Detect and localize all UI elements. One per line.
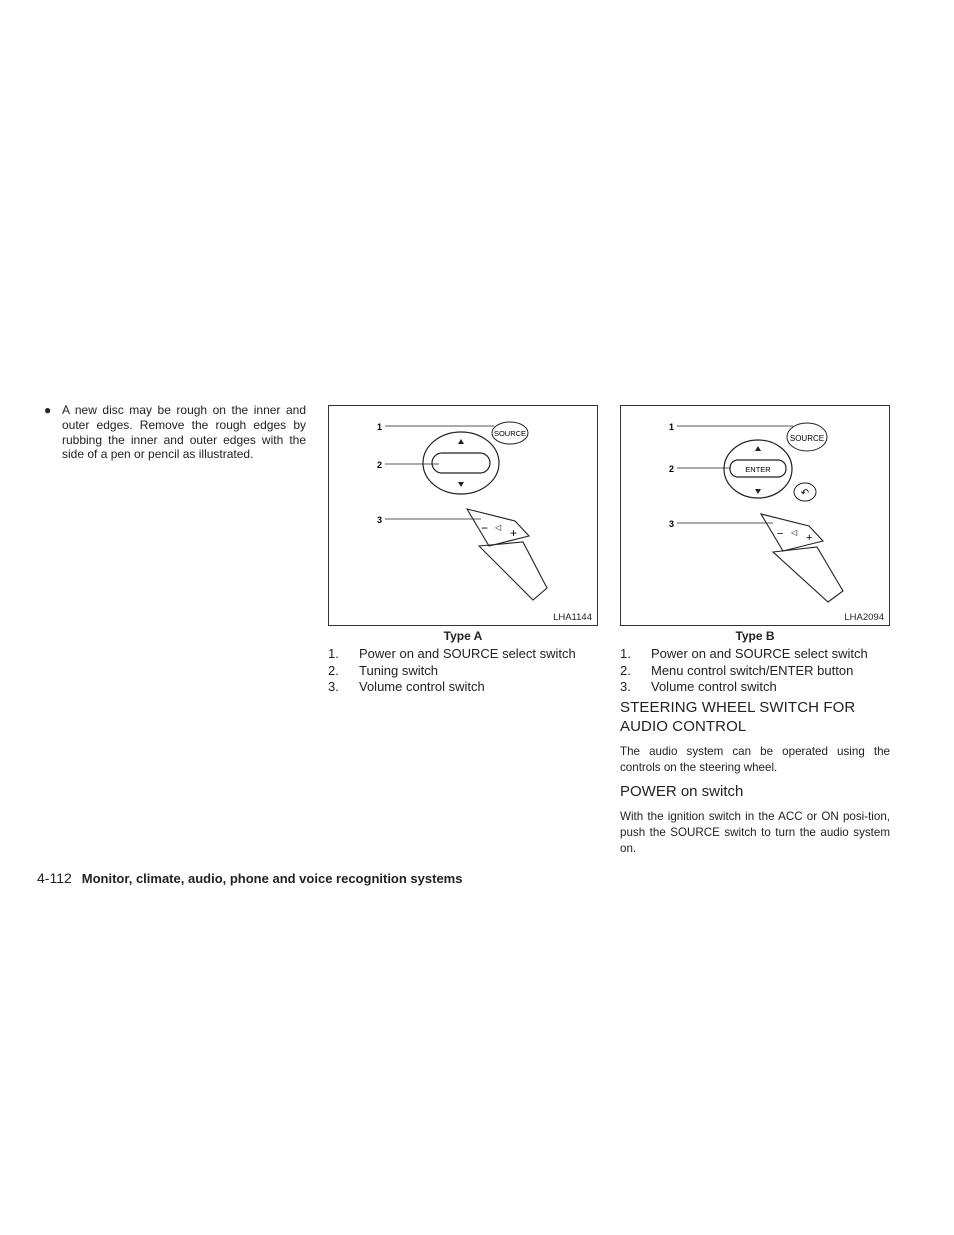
source-label: SOURCE xyxy=(493,429,527,438)
list-item: 3. Volume control switch xyxy=(620,679,777,694)
enter-label: ENTER xyxy=(745,465,771,474)
page-number: 4-112 xyxy=(37,870,72,886)
list-item: 2. Menu control switch/ENTER button xyxy=(620,662,854,678)
callout-2: 2 xyxy=(669,464,675,474)
bullet-text: A new disc may be rough on the inner and outer edges. Remove the rough edges by rubbing the inner and outer edges with the side of a pen or pencil as illustrated. xyxy=(62,403,306,462)
svg-text:+: + xyxy=(510,526,518,540)
figure-code: LHA2094 xyxy=(844,612,884,623)
svg-text:+: + xyxy=(806,532,813,544)
source-label: SOURCE xyxy=(789,434,825,443)
figure-caption-b: Type B xyxy=(735,629,775,643)
section-heading: STEERING WHEEL SWITCH FOR AUDIO CONTROL xyxy=(620,699,856,735)
list-item: 3. Volume control switch xyxy=(328,679,485,694)
chapter-title: Monitor, climate, audio, phone and voice recognition systems xyxy=(81,871,463,886)
bullet-note xyxy=(44,403,306,462)
subsection-body: With the ignition switch in the ACC or ON posi-tion, push the SOURCE switch to turn the audio system on. xyxy=(620,810,890,855)
svg-text:◁: ◁ xyxy=(495,523,502,532)
svg-text:−: − xyxy=(481,521,489,535)
back-arrow-icon: ↶ xyxy=(800,488,810,499)
figure-a-legend-list xyxy=(328,646,608,696)
svg-text:−: − xyxy=(777,528,784,540)
callout-3: 3 xyxy=(669,519,675,529)
bullet-dot-icon: ● xyxy=(44,403,52,417)
figure-type-a xyxy=(328,405,598,626)
callout-3: 3 xyxy=(377,515,383,525)
steering-switch-type-b-illustration xyxy=(621,406,889,625)
figure-type-b xyxy=(620,405,890,626)
figure-b-legend-list xyxy=(620,646,900,696)
list-item: 1. Power on and SOURCE select switch xyxy=(328,646,576,661)
steering-switch-type-a-illustration xyxy=(329,406,597,625)
subsection-heading: POWER on switch xyxy=(620,783,744,800)
section-intro: The audio system can be operated using the controls on the steering wheel. xyxy=(620,745,890,774)
list-item: 2. Tuning switch xyxy=(328,662,438,678)
list-item: 1. Power on and SOURCE select switch xyxy=(620,646,868,661)
figure-caption-a: Type A xyxy=(443,629,483,643)
figure-code: LHA1144 xyxy=(553,612,592,623)
page-footer xyxy=(37,870,462,886)
svg-text:◁: ◁ xyxy=(791,528,798,537)
callout-1: 1 xyxy=(669,422,675,432)
callout-1: 1 xyxy=(377,422,383,432)
callout-2: 2 xyxy=(377,460,383,470)
